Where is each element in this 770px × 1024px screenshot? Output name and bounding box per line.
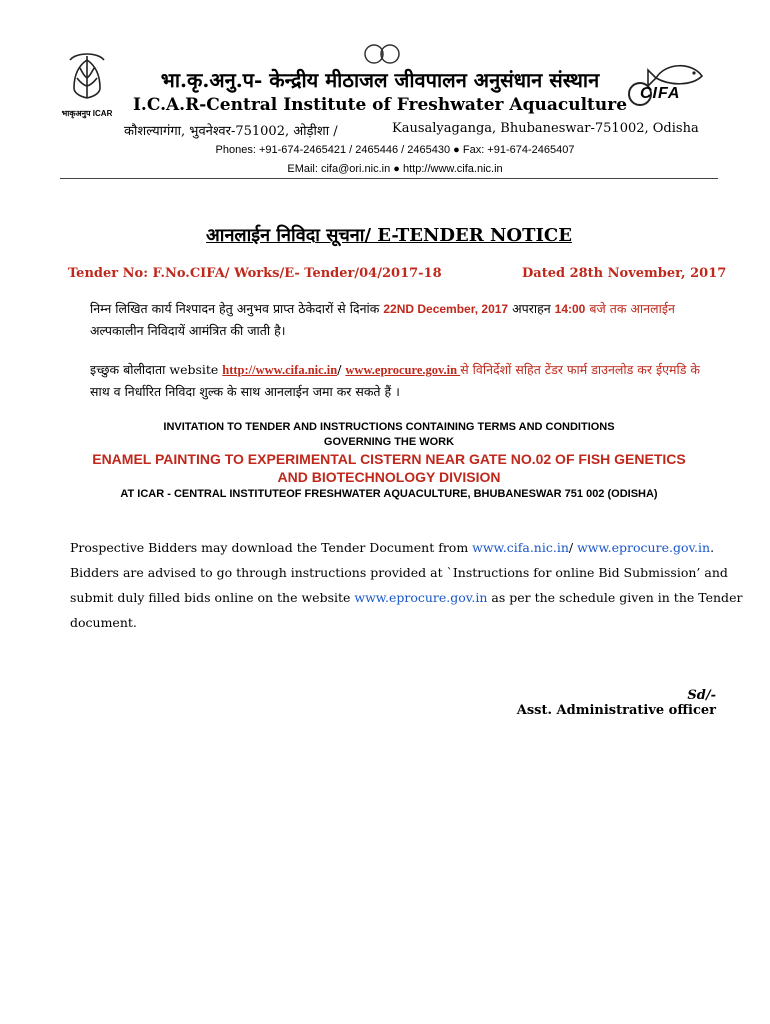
signature-sd: Sd/- bbox=[687, 688, 716, 703]
hindi-address: कौशल्यागंगा, भुवनेश्वर-751002, ओड़ीशा / bbox=[124, 124, 338, 139]
deadline-date: 22ND December, 2017 bbox=[383, 302, 509, 316]
signature-designation: Asst. Administrative officer bbox=[516, 703, 716, 718]
hindi-para2-text-b: से विनिर्देशों सहित टेंडर फार्म डाउनलोड कर ईएमडि के bbox=[460, 362, 700, 377]
english-address: Kausalyaganga, Bhubaneswar-751002, Odisha bbox=[392, 121, 699, 136]
contact-email: EMail: cifa@ori.nic.in ● http://www.cifa.nic.in bbox=[287, 163, 503, 175]
english-para-line-1: Prospective Bidders may download the Tender Document from www.cifa.nic.in/ www.eprocure.gov.in. bbox=[70, 540, 715, 555]
deadline-time: 14:00 bbox=[554, 302, 586, 316]
english-para-line-2: Bidders are advised to go through instructions provided at `Instructions for online Bid Submission’ and bbox=[70, 565, 728, 580]
hindi-para1-text: निम्न लिखित कार्य निश्पादन हेतु अनुभव प्राप्त ठेकेदारों से दिनांक bbox=[90, 301, 384, 316]
hindi-paragraph-1-line2: अल्पकालीन निविदायें आमंत्रित की जाती है। bbox=[90, 323, 286, 338]
hindi-para1-text-b: अपराहन bbox=[508, 301, 555, 316]
cifa-website-link[interactable]: http://www.cifa.nic.in bbox=[222, 363, 338, 377]
english-link-sep: / bbox=[568, 540, 578, 555]
eprocure-website-link[interactable]: www.eprocure.gov.in bbox=[345, 363, 461, 377]
english-paragraph bbox=[70, 535, 743, 635]
header-divider bbox=[60, 178, 718, 179]
tender-number: Tender No: F.No.CIFA/ Works/E- Tender/04/2017-18 bbox=[68, 266, 442, 281]
work-title-line-1: ENAMEL PAINTING TO EXPERIMENTAL CISTERN NEAR GATE NO.02 OF FISH GENETICS bbox=[92, 451, 686, 467]
english-para-line-3 bbox=[70, 585, 743, 610]
icar-logo-text: भाकृअनुप ICAR bbox=[61, 109, 113, 118]
cifa-logo-text: CIFA bbox=[640, 85, 681, 102]
english-para-text-3b: as per the schedule given in the Tender bbox=[487, 590, 743, 605]
notice-heading: आनलाईन निविदा सूचना/ E-TENDER NOTICE bbox=[206, 225, 572, 246]
link-separator: / bbox=[337, 362, 346, 377]
english-title: I.C.A.R-Central Institute of Freshwater Aquaculture bbox=[132, 95, 628, 115]
invitation-line-1: INVITATION TO TENDER AND INSTRUCTIONS CONTAINING TERMS AND CONDITIONS bbox=[163, 421, 615, 433]
hindi-paragraph-2-line2: साथ व निर्धारित निविदा शुल्क के साथ आनलाईन जमा कर सकते हैं । bbox=[90, 384, 400, 399]
hindi-paragraph-2 bbox=[90, 361, 730, 378]
cifa-link[interactable]: www.cifa.nic.in bbox=[472, 540, 569, 555]
work-location: AT ICAR - CENTRAL INSTITUTEOF FRESHWATER AQUACULTURE, BHUBANESWAR 751 002 (ODISHA) bbox=[120, 488, 658, 500]
hindi-para2-text: इच्छुक बोलीदाता website bbox=[90, 362, 223, 377]
hindi-para1-text-c: बजे तक आनलाईन bbox=[585, 301, 675, 316]
english-para-text-3a: submit duly filled bids online on the website bbox=[70, 590, 355, 605]
hindi-paragraph-1 bbox=[90, 300, 730, 317]
hindi-title: भा.कृ.अनु.प- केन्द्रीय मीठाजल जीवपालन अनुसंधान संस्थान bbox=[160, 68, 600, 92]
eprocure-link[interactable]: www.eprocure.gov.in bbox=[577, 540, 711, 555]
contact-phones: Phones: +91-674-2465421 / 2465446 / 2465430 ● Fax: +91-674-2465407 bbox=[215, 144, 575, 156]
work-title-line-2: AND BIOTECHNOLOGY DIVISION bbox=[277, 469, 501, 485]
tender-date: Dated 28th November, 2017 bbox=[522, 266, 727, 281]
english-para-text-1: Prospective Bidders may download the Tender Document from bbox=[70, 540, 473, 555]
emblem-icon bbox=[360, 40, 404, 68]
eprocure-link-2[interactable]: www.eprocure.gov.in bbox=[354, 590, 488, 605]
english-para-line-4: document. bbox=[70, 615, 137, 630]
invitation-line-2: GOVERNING THE WORK bbox=[323, 436, 455, 448]
